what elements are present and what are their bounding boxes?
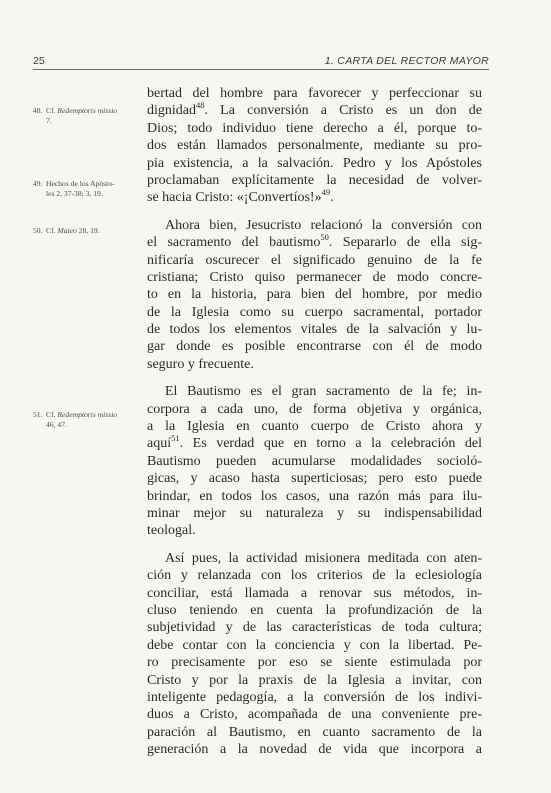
main-text: [147, 85, 482, 758]
paragraph-2: Ahora bien, Jesucristo relacionó la conversión con el sacramento del bautismo$^{50}$. Separarlo de ella sig- nificaría oscurecer el significado genuino de la fe cristiana; Cristo quiso permanecer de modo concre- to en la historia, para bien del hombre, por medio de la Iglesia como su cuerpo sacramental, portador de todos los elementos vitales de la salvación y lu- gar donde es posible encontrarse con él de modo seguro y frecuente.: [147, 217, 482, 372]
running-header: [33, 55, 489, 70]
footnote-50: 50. Cf. Mateo 28, 19.: [33, 226, 100, 235]
footnote-ref-48[interactable]: 48: [196, 100, 205, 111]
chapter-title: 1. CARTA DEL RECTOR MAYOR: [324, 55, 489, 67]
footnote-51: 51. Cf. Redemptoris missio 46, 47.: [33, 410, 118, 429]
footnote-49: 49. Hechos de los Apósto- les 2, 37-38; 3, 19.: [33, 179, 115, 198]
footnote-ref-50[interactable]: 50: [320, 232, 329, 243]
page-number: 25: [33, 55, 45, 67]
footnote-ref-49[interactable]: 49: [321, 187, 331, 198]
footnote-ref-51[interactable]: 51: [171, 433, 180, 444]
paragraph-4: Así pues, la actividad misionera meditada con aten- ción y relanzada con los criterios de la eclesiología conciliar, está llamada a renovar sus métodos, in- cluso teniendo en cuenta la profundización de la subjetividad y de las características de toda cultura; debe contar con la conciencia y con la libertad. Pe- ro precisamente por eso se siente estimulada por Cristo y por la praxis de la Iglesia a invitar, con inteligente pedagogía, a la conversión de los indivi- duos a Cristo, acompañada de una conveniente pre- paración al Bautismo, en cuanto sacramento de la generación a la novedad de vida que incorpora a: [147, 550, 482, 758]
paragraph-3: El Bautismo es el gran sacramento de la fe; in- corpora a cada uno, de forma objetiva y orgánica, a la Iglesia en cuanto cuerpo de Cristo ahora y aquí$^{51}$. Es verdad que en torno a la celebración del Bautismo pueden acumularse modalidades socioló- gicas, y acaso hasta superticiosas; pero esto puede brindar, en todos los casos, una razón más para ilu- minar mejor su naturaleza y su indispensabilidad teologal.: [147, 384, 482, 539]
paragraph-1: bertad del hombre para favorecer y perfeccionar su dignidad$^{48}$. La conversión a Cristo es un don de Dios; todo individuo tiene derecho a él, porque to- dos están llamados personalmente, mediante su pro- pia existencia, a la salvación. Pedro y los Apóstoles proclamaban explícitamente la necesidad de volver- se hacia Cristo: «¡Convertíos!»$^{49}$.: [147, 86, 482, 206]
footnote-48: 48. Cf. Redemptoris missio 7.: [33, 106, 118, 125]
